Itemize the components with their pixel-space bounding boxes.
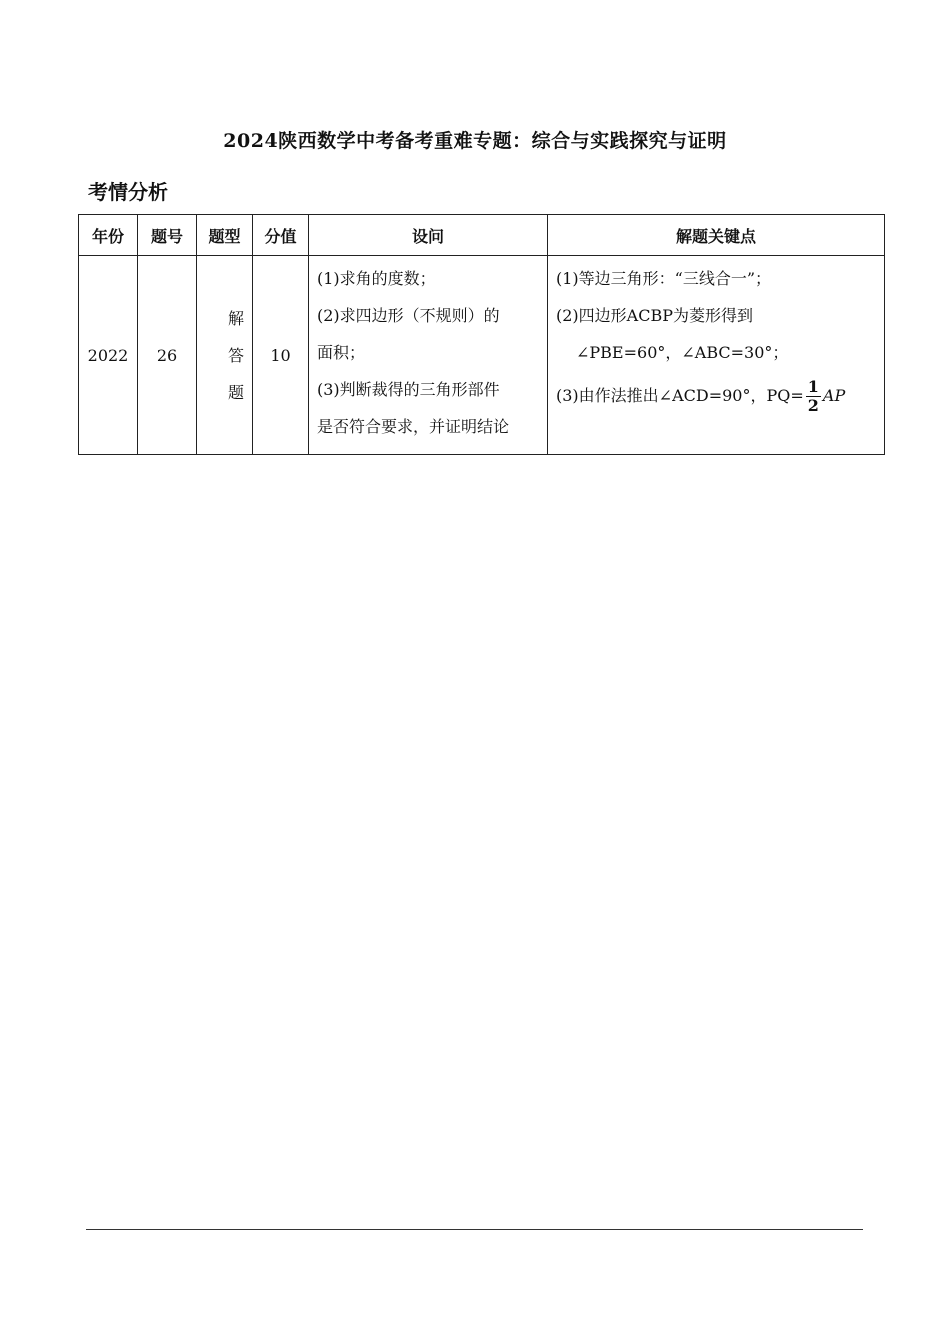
table-row bbox=[79, 256, 885, 455]
fraction bbox=[806, 378, 821, 415]
section-heading: 考情分析 bbox=[88, 180, 168, 204]
header-type: 题型 bbox=[197, 215, 253, 256]
table-header-row bbox=[79, 215, 885, 256]
key-point-prefix: (3)由作法推出∠ACD=90°，PQ= bbox=[556, 386, 804, 405]
key-point-line: ∠PBE=60°，∠ABC=30°； bbox=[576, 343, 789, 362]
header-score: 分值 bbox=[253, 215, 309, 256]
page-title: 2024陕西数学中考备考重难专题：综合与实践探究与证明 bbox=[223, 130, 727, 152]
cell-score: 10 bbox=[253, 256, 309, 455]
question-line: 面积； bbox=[317, 343, 366, 362]
key-point-line-fraction bbox=[556, 371, 876, 421]
type-char: 解 bbox=[227, 308, 244, 328]
question-line: (1)求角的度数； bbox=[317, 269, 436, 288]
question-line: (2)求四边形（不规则）的 bbox=[317, 306, 500, 325]
key-point-line: (1)等边三角形：“三线合一”； bbox=[556, 269, 772, 288]
key-point-suffix: AP bbox=[822, 386, 846, 405]
header-year: 年份 bbox=[79, 215, 138, 256]
type-char: 答 bbox=[227, 345, 244, 365]
cell-year: 2022 bbox=[79, 256, 138, 455]
cell-key-points bbox=[548, 256, 885, 455]
cell-type bbox=[197, 256, 253, 455]
cell-number: 26 bbox=[138, 256, 197, 455]
question-line: (3)判断裁得的三角形部件 bbox=[317, 380, 500, 399]
exam-analysis-table bbox=[78, 214, 885, 455]
cell-questions bbox=[309, 256, 548, 455]
footer-divider bbox=[86, 1229, 863, 1230]
type-char: 题 bbox=[227, 382, 244, 402]
fraction-numerator: 1 bbox=[807, 377, 819, 396]
header-number: 题号 bbox=[138, 215, 197, 256]
key-point-line: (2)四边形ACBP为菱形得到 bbox=[556, 306, 753, 325]
header-key-points: 解题关键点 bbox=[548, 215, 885, 256]
question-line: 是否符合要求，并证明结论 bbox=[317, 417, 510, 436]
header-questions: 设问 bbox=[309, 215, 548, 256]
fraction-denominator: 2 bbox=[807, 396, 819, 415]
